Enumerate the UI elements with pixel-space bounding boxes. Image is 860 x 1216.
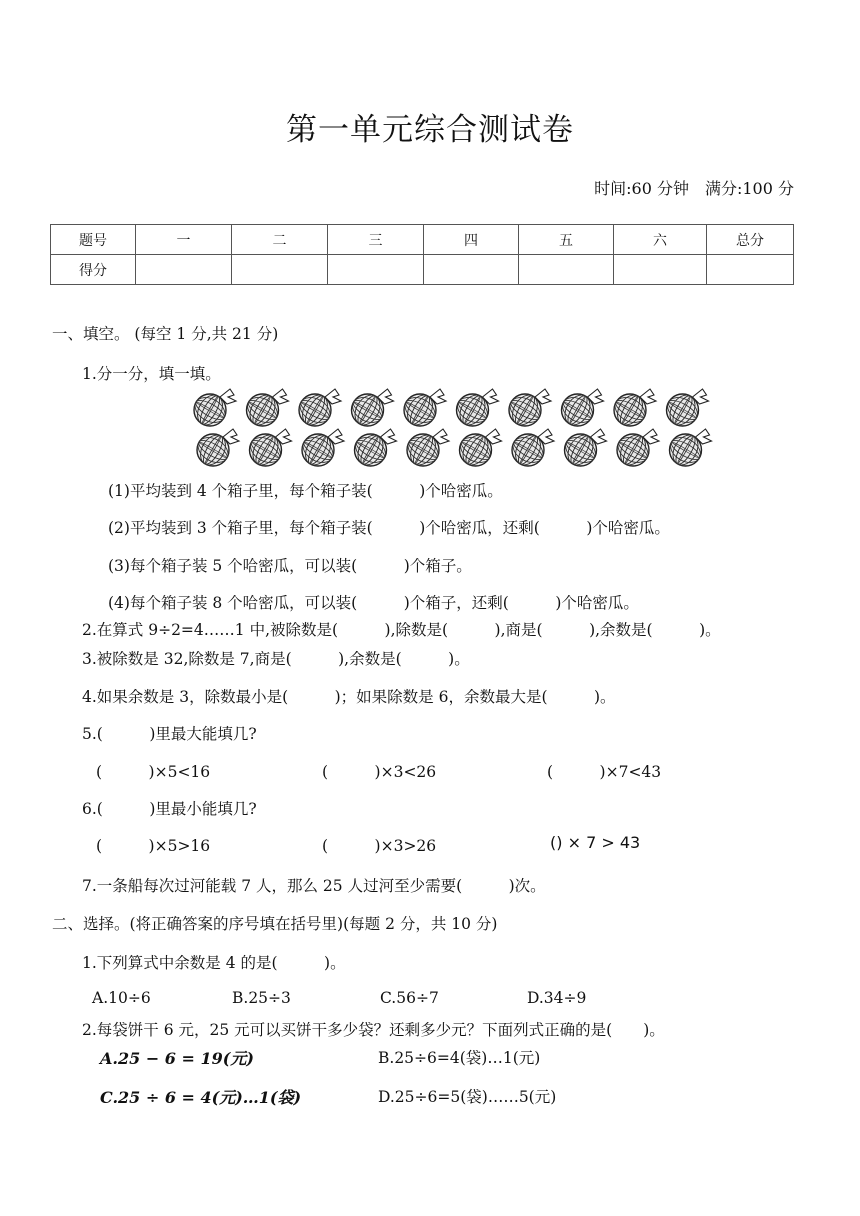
score-cell[interactable]: [328, 255, 424, 285]
melon-icon: [509, 429, 554, 469]
q6-item: ( )×5>16: [96, 837, 211, 855]
score-header-cell: 三: [328, 225, 424, 255]
melon-illustration: [192, 388, 728, 474]
s2-q1-option-c: C.56÷7: [380, 989, 439, 1007]
q6-item-formula: () × 7 > 43: [550, 833, 641, 852]
q1-sub2: (2)平均装到 3 个箱子里，每个箱子装( )个哈密瓜，还剩( )个哈密瓜。: [108, 519, 670, 537]
melon-icon: [243, 389, 288, 429]
page-title: 第一单元综合测试卷: [286, 112, 574, 148]
melon-icon: [246, 429, 291, 469]
score-row: [51, 255, 794, 285]
melon-icon: [299, 429, 344, 469]
score-header-cell: 四: [424, 225, 519, 255]
q5-stem: 5.( )里最大能填几?: [82, 725, 257, 743]
melon-icon: [456, 429, 501, 469]
melon-icon: [558, 389, 603, 429]
melon-icon: [506, 389, 551, 429]
q7-text: 7.一条船每次过河能载 7 人，那么 25 人过河至少需要( )次。: [82, 877, 546, 895]
s2-q1-option-b: B.25÷3: [232, 989, 291, 1007]
s2-q2-option-d: D.25÷6=5(袋)……5(元): [378, 1088, 557, 1106]
q1-sub3: (3)每个箱子装 5 个哈密瓜，可以装( )个箱子。: [108, 557, 472, 575]
score-cell[interactable]: [232, 255, 328, 285]
q1-sub1: (1)平均装到 4 个箱子里，每个箱子装( )个哈密瓜。: [108, 482, 503, 500]
score-cell[interactable]: [424, 255, 519, 285]
s2-q2-option-b: B.25÷6=4(袋)…1(元): [378, 1049, 541, 1067]
s2-q2-stem: 2.每袋饼干 6 元，25 元可以买饼干多少袋？还剩多少元？下面列式正确的是( )。: [82, 1021, 665, 1039]
q5-item: ( )×3<26: [322, 763, 437, 781]
melon-icon: [666, 429, 711, 469]
score-cell[interactable]: [519, 255, 614, 285]
score-header-cell: 二: [232, 225, 328, 255]
score-cell[interactable]: [136, 255, 232, 285]
melon-icon: [611, 389, 656, 429]
melon-icon: [192, 389, 236, 429]
melon-icon: [296, 389, 341, 429]
s2-q2-option-c: C.25 ÷ 6 = 4(元)…1(袋): [100, 1088, 302, 1107]
melon-icon: [614, 429, 659, 469]
score-header-cell: 五: [519, 225, 614, 255]
melon-icon: [348, 389, 393, 429]
melon-icon: [663, 389, 708, 429]
q6-stem: 6.( )里最小能填几?: [82, 800, 257, 818]
score-cell[interactable]: [707, 255, 794, 285]
section1-heading: 一、填空。 (每空 1 分,共 21 分): [52, 325, 279, 343]
s2-q1-option-a: A.10÷6: [92, 989, 151, 1007]
score-header-cell: 题号: [51, 225, 136, 255]
score-header-cell: 一: [136, 225, 232, 255]
score-cell[interactable]: [614, 255, 707, 285]
melon-icon: [453, 389, 498, 429]
q3-text: 3.被除数是 32,除数是 7,商是( ),余数是( )。: [82, 650, 470, 668]
q6-item: ( )×3>26: [322, 837, 437, 855]
s2-q1-stem: 1.下列算式中余数是 4 的是( )。: [82, 954, 346, 972]
exam-meta: 时间:60 分钟 满分:100 分: [594, 179, 794, 198]
section2-heading: 二、选择。(将正确答案的序号填在括号里)(每题 2 分，共 10 分): [52, 915, 498, 933]
q5-item: ( )×7<43: [547, 763, 662, 781]
melon-icon: [194, 429, 239, 469]
melon-icon: [351, 429, 396, 469]
q1-sub4: (4)每个箱子装 8 个哈密瓜，可以装( )个箱子，还剩( )个哈密瓜。: [108, 594, 639, 612]
score-header-row: [51, 225, 794, 255]
score-header-cell: 总分: [707, 225, 794, 255]
q1-stem: 1.分一分，填一填。: [82, 365, 221, 383]
q2-text: 2.在算式 9÷2=4……1 中,被除数是( ),除数是( ),商是( ),余数是( )。: [82, 621, 721, 639]
s2-q2-option-a: A.25 − 6 = 19(元): [100, 1049, 254, 1068]
s2-q1-option-d: D.34÷9: [527, 989, 587, 1007]
score-row-label: 得分: [51, 255, 136, 285]
melon-icon: [401, 389, 446, 429]
score-header-cell: 六: [614, 225, 707, 255]
q4-text: 4.如果余数是 3，除数最小是( )；如果除数是 6，余数最大是( )。: [82, 688, 616, 706]
melon-icon: [561, 429, 606, 469]
q5-item: ( )×5<16: [96, 763, 211, 781]
score-table: [50, 224, 794, 285]
melon-icon: [404, 429, 449, 469]
